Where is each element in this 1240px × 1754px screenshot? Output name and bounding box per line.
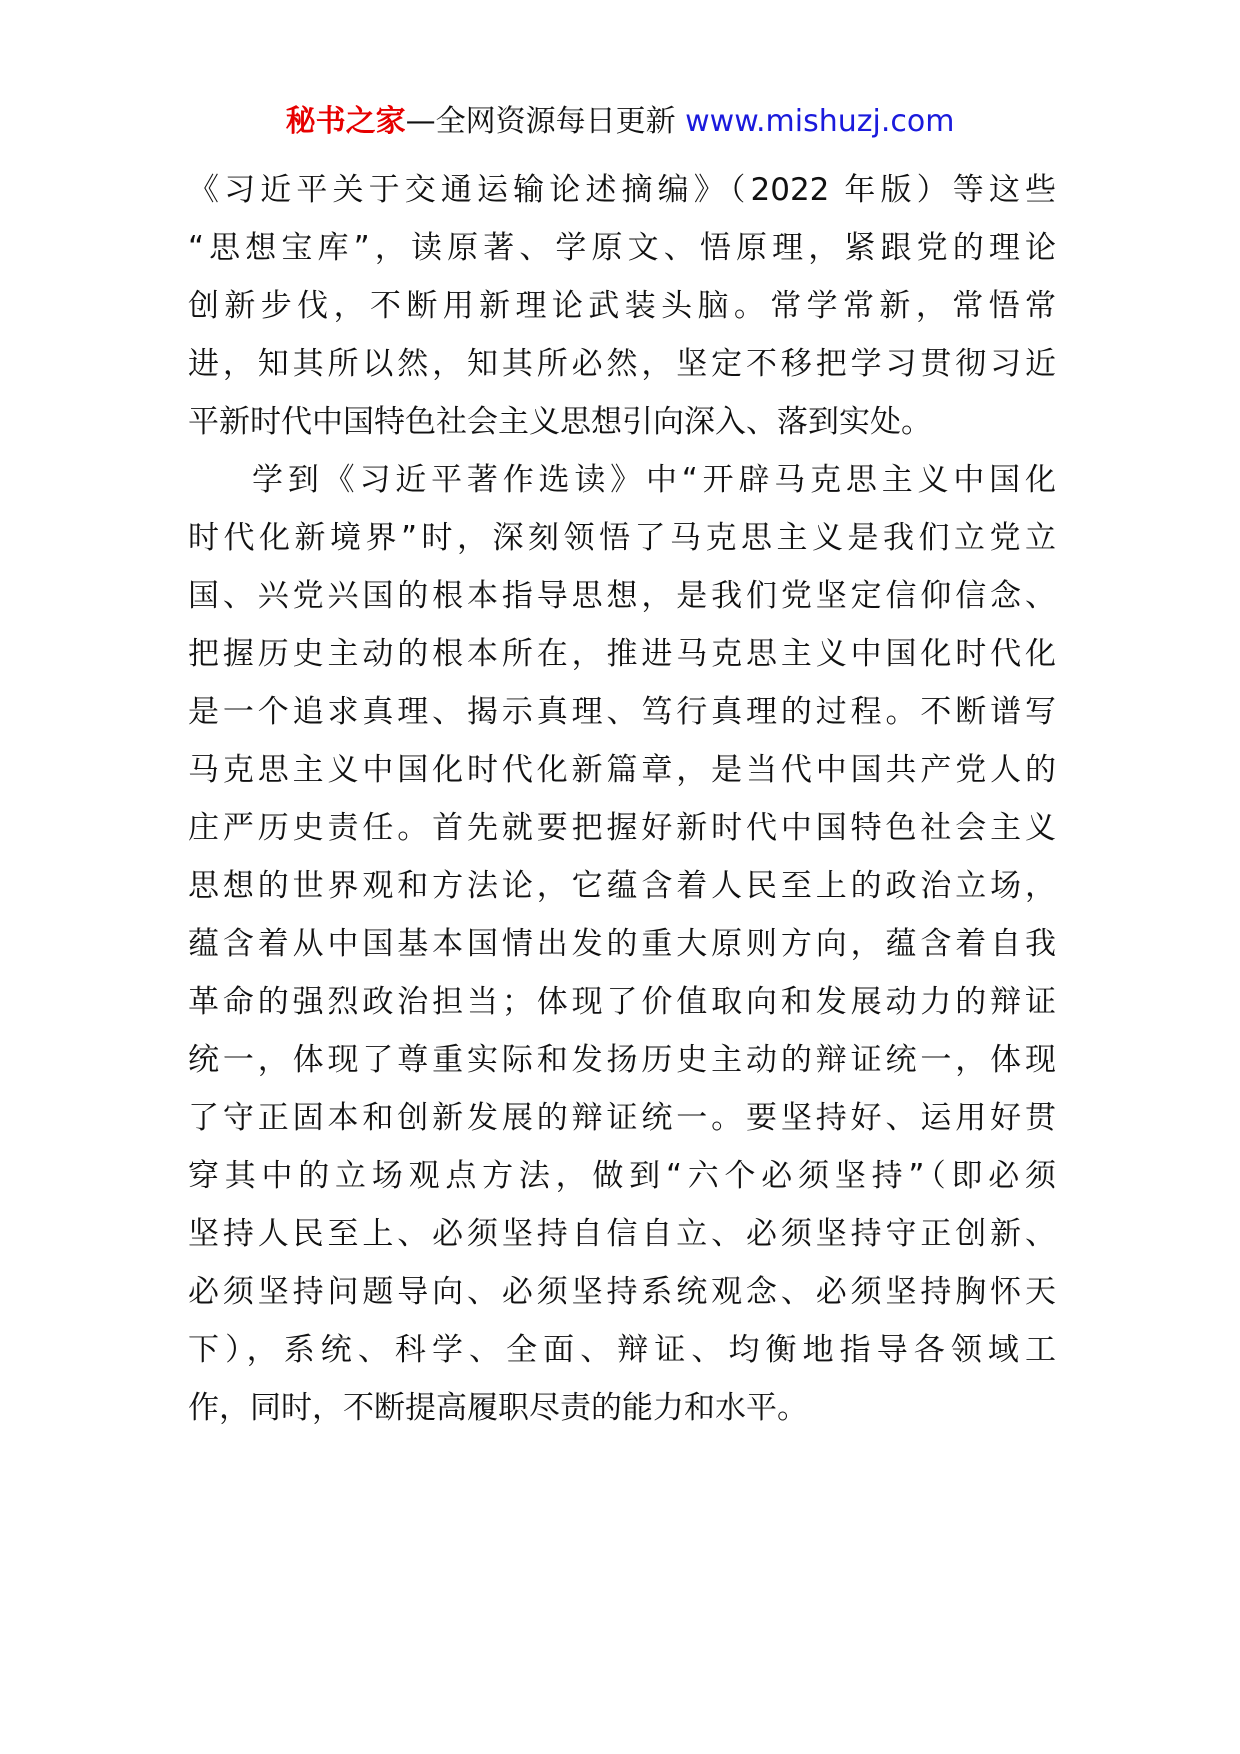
text-line: 进，知其所以然，知其所必然，坚定不移把学习贯彻习近 [188,346,1056,382]
text-line: 下），系统、科学、全面、辩证、均衡地指导各领域工 [188,1332,1056,1368]
text-line: 《习近平关于交通运输论述摘编》（2022 年版）等这些 [188,172,1056,208]
text-line: 统一，体现了尊重实际和发扬历史主动的辩证统一，体现 [188,1042,1056,1078]
brand-name: 秘书之家 [285,104,406,139]
text-line: 把握历史主动的根本所在，推进马克思主义中国化时代化 [188,636,1056,672]
text-line: 穿其中的立场观点方法，做到“六个必须坚持”（即必须 [188,1158,1056,1194]
text-line: 革命的强烈政治担当；体现了价值取向和发展动力的辩证 [188,984,1056,1020]
text-line: 庄严历史责任。首先就要把握好新时代中国特色社会主义 [188,810,1056,846]
text-line: 是一个追求真理、揭示真理、笃行真理的过程。不断谱写 [188,694,1056,730]
site-url-link[interactable]: www.mishuzj.com [685,104,955,139]
text-line: 了守正固本和创新发展的辩证统一。要坚持好、运用好贯 [188,1100,1056,1136]
text-line: 平新时代中国特色社会主义思想引向深入、落到实处。 [188,404,932,440]
paragraph-first-line: 学到《习近平著作选读》中“开辟马克思主义中国化 [252,462,1056,498]
text-line: 国、兴党兴国的根本指导思想，是我们党坚定信仰信念、 [188,578,1056,614]
text-line: 蕴含着从中国基本国情出发的重大原则方向，蕴含着自我 [188,926,1056,962]
text-line: 创新步伐，不断用新理论武装头脑。常学常新，常悟常 [188,288,1056,324]
text-line: 时代化新境界”时，深刻领悟了马克思主义是我们立党立 [188,520,1056,556]
site-header [0,102,1240,142]
text-line: 思想的世界观和方法论，它蕴含着人民至上的政治立场， [188,868,1056,904]
text-line: “思想宝库”，读原著、学原文、悟原理，紧跟党的理论 [188,230,1056,266]
text-line: 坚持人民至上、必须坚持自信自立、必须坚持守正创新、 [188,1216,1056,1252]
text-line: 必须坚持问题导向、必须坚持系统观念、必须坚持胸怀天 [188,1274,1056,1310]
text-line: 作，同时，不断提高履职尽责的能力和水平。 [188,1390,808,1426]
header-tagline: —全网资源每日更新 [405,104,686,139]
text-line: 马克思主义中国化时代化新篇章，是当代中国共产党人的 [188,752,1056,788]
